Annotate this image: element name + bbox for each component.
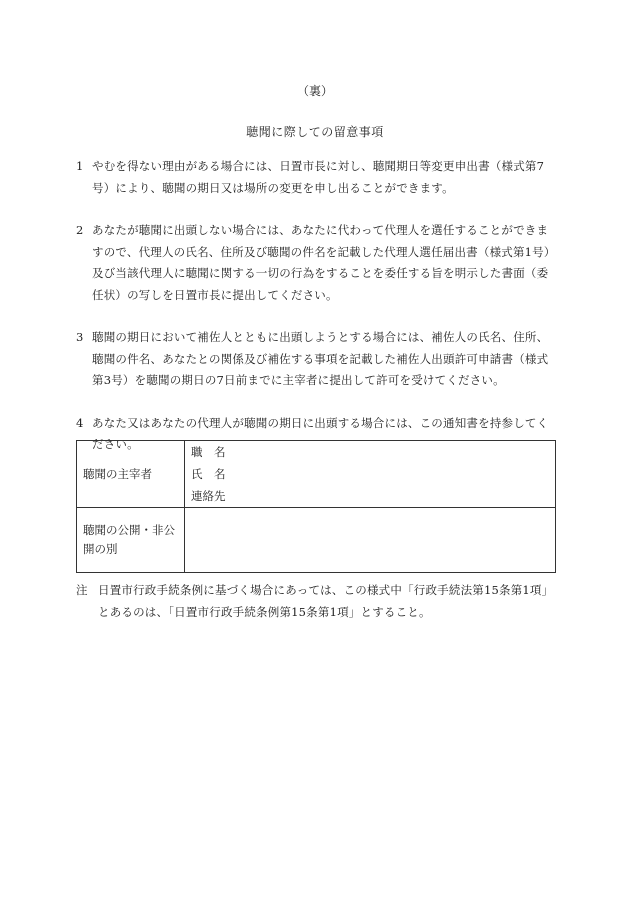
item-text: 聴聞の期日において補佐人とともに出頭しようとする場合には、補佐人の氏名、住所、聴聞の件名、あなたとの関係及び補佐する事項を記載した補佐人出頭許可申請書（様式第3号）を聴聞の期日の7日前までに主宰者に提出して許可を受けてください。 xyxy=(92,330,549,387)
item-number: 1 xyxy=(76,159,84,173)
item-number: 4 xyxy=(76,415,84,430)
notice-items-list xyxy=(76,156,558,477)
table-row xyxy=(77,508,556,573)
item-text: やむを得ない理由がある場合には、日置市長に対し、聴聞期日等変更申出書（様式第7号）により、聴聞の期日又は場所の変更を申し出ることができます。 xyxy=(92,159,545,195)
page-title: 聴聞に際しての留意事項 xyxy=(246,125,384,139)
item-number: 3 xyxy=(76,330,84,344)
item-text: あなたが聴聞に出頭しない場合には、あなたに代わって代理人を選任することができますので、代理人の氏名、住所及び聴聞の件名を記載した代理人選任届出書（様式第1号）及び当該代理人に聴聞に関する一切の行為をすることを委任する旨を明示した書面（委任状）の写しを日置市長に提出してください。 xyxy=(92,223,556,302)
organizer-label: 聴聞の主宰者 xyxy=(77,441,185,508)
position-label: 職 名 xyxy=(191,445,226,459)
list-item xyxy=(76,220,558,306)
list-item xyxy=(76,156,558,199)
public-status-value xyxy=(185,508,556,573)
list-item xyxy=(76,327,558,392)
footnote xyxy=(76,579,558,623)
public-status-label: 聴聞の公開・非公開の別 xyxy=(77,508,185,573)
name-label: 氏 名 xyxy=(191,467,226,481)
item-text: あなた又はあなたの代理人が聴聞の期日に出頭する場合には、この通知書を持参してください。 xyxy=(92,415,549,451)
note-text: 日置市行政手続条例に基づく場合にあっては、この様式中「行政手続法第15条第1項」とあるのは、「日置市行政手続条例第15条第1項」とすること。 xyxy=(98,583,554,619)
table-row xyxy=(77,441,556,508)
note-mark: 注 xyxy=(76,583,88,597)
item-number: 2 xyxy=(76,223,84,237)
hearing-info-table xyxy=(76,440,556,573)
organizer-details-cell xyxy=(185,441,556,508)
contact-label: 連絡先 xyxy=(191,489,226,503)
reverse-side-label: （裏） xyxy=(296,84,333,98)
